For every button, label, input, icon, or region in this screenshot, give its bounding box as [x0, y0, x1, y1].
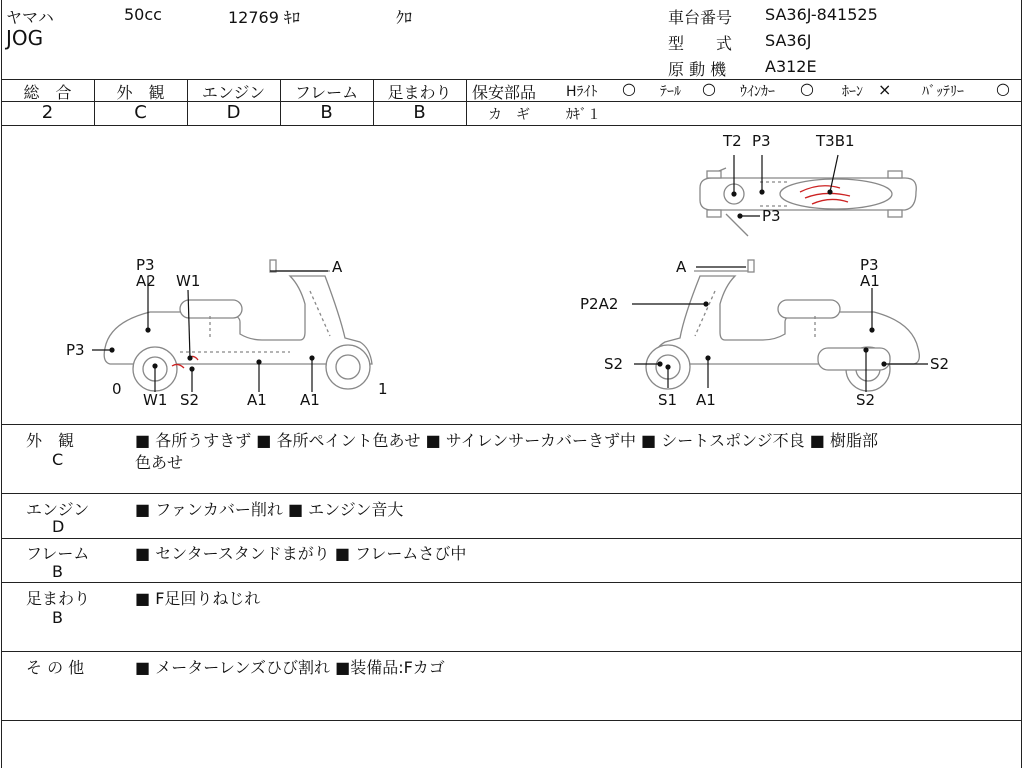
label-p3-top-b: P3: [762, 207, 781, 225]
key-label: カ ギ: [488, 107, 530, 123]
grade-frame-label: フレーム: [294, 83, 359, 102]
remark-suspension-text: ■ F足回りねじれ: [135, 589, 261, 608]
label-a-left: A: [332, 258, 343, 276]
engine-value: A312E: [765, 57, 817, 76]
label-t3b1: T3B1: [816, 132, 855, 150]
safety-winker-mark: ○: [800, 79, 814, 98]
remark-engine-text: ■ ファンカバー削れ ■ エンジン音大: [135, 500, 404, 519]
rule: [466, 79, 467, 125]
safety-horn-mark: ×: [878, 80, 892, 99]
label-s2-right-b: S2: [930, 355, 950, 373]
label-a1-left-b: A1: [300, 391, 320, 409]
top-view-scooter: [700, 168, 916, 236]
remark-frame-label: フレーム: [26, 544, 90, 563]
remark-suspension-label: 足まわり: [26, 589, 91, 608]
grade-engine-value: D: [226, 102, 241, 123]
safety-tail-mark: ○: [702, 79, 716, 98]
grade-overall-value: 2: [41, 102, 54, 123]
remark-frame-grade: B: [52, 562, 63, 581]
remark-engine-label: エンジン: [26, 500, 90, 519]
grade-overall-label: 総 合: [23, 83, 72, 102]
safety-battery-mark: ○: [996, 79, 1010, 98]
rule: [1, 720, 1022, 721]
rule: [1, 424, 1022, 425]
model-name: JOG: [6, 26, 44, 50]
key-value: ｶｷﾞ１: [566, 107, 601, 123]
remark-exterior-text2: 色あせ: [135, 453, 184, 472]
grade-suspension-label: 足まわり: [387, 83, 452, 102]
label-w1-bottom: W1: [143, 391, 168, 409]
label-w1-left: W1: [176, 272, 201, 290]
label-t2: T2: [723, 132, 742, 150]
grade-exterior-label: 外 観: [116, 83, 165, 102]
type-value: SA36J: [765, 31, 812, 50]
safety-horn: ﾎｰﾝ: [842, 84, 863, 100]
type-label: 型 式: [668, 34, 733, 53]
rule: [1, 582, 1022, 583]
frame-number-label: 車台番号: [668, 8, 733, 27]
label-p3-left: P3: [136, 256, 155, 274]
maker: ヤマハ: [6, 8, 54, 27]
remark-exterior-grade: C: [52, 450, 64, 469]
grade-engine-label: エンジン: [201, 83, 266, 102]
grade-exterior-value: C: [134, 102, 147, 123]
label-p3-right: P3: [860, 256, 879, 274]
grade-suspension-value: B: [413, 102, 426, 123]
safety-battery: ﾊﾞｯﾃﾘｰ: [922, 84, 964, 100]
remark-engine-grade: D: [52, 517, 65, 536]
remark-exterior-text: ■ 各所うすきず ■ 各所ペイント色あせ ■ サイレンサーカバーきず中 ■ シートスポンジ不良 ■ 樹脂部: [135, 431, 878, 450]
scooter-diagram: [0, 126, 1022, 424]
remark-exterior-label: 外 観: [26, 431, 75, 450]
safety-headlight-mark: ○: [622, 79, 636, 98]
safety-tail: ﾃｰﾙ: [660, 84, 681, 100]
engine-label: 原 動 機: [668, 60, 727, 79]
label-s1-right: S1: [658, 391, 678, 409]
label-zero: 0: [112, 380, 122, 398]
label-p2a2: P2A2: [580, 295, 619, 313]
remark-other-label: そ の 他: [26, 658, 85, 677]
label-a1-right: A1: [860, 272, 880, 290]
label-a1-right-b: A1: [696, 391, 716, 409]
rule: [1, 493, 1022, 494]
label-a1-left: A1: [247, 391, 267, 409]
label-a-right: A: [676, 258, 687, 276]
label-s2-right-a: S2: [604, 355, 624, 373]
label-p3-side: P3: [66, 341, 85, 359]
safety-headlight: Hﾗｲﾄ: [566, 84, 598, 100]
displacement: 50cc: [124, 5, 162, 24]
label-s2-left: S2: [180, 391, 200, 409]
rule: [1, 651, 1022, 652]
label-a2-left: A2: [136, 272, 156, 290]
label-one: 1: [378, 380, 388, 398]
rule: [467, 101, 1022, 102]
label-p3-top: P3: [752, 132, 771, 150]
frame-number-value: SA36J-841525: [765, 5, 878, 24]
remark-suspension-grade: B: [52, 608, 63, 627]
rule: [1, 538, 1022, 539]
grade-frame-value: B: [320, 102, 333, 123]
safety-winker: ｳｲﾝｶｰ: [740, 84, 775, 100]
mileage: 12769 ｷﾛ: [228, 8, 300, 27]
remark-other-text: ■ メーターレンズひび割れ ■装備品:Fカゴ: [135, 658, 445, 677]
remark-frame-text: ■ センタースタンドまがり ■ フレームさび中: [135, 544, 467, 563]
safety-label: 保安部品: [472, 83, 537, 102]
color: ｸﾛ: [396, 8, 413, 27]
label-s2-right-c: S2: [856, 391, 876, 409]
